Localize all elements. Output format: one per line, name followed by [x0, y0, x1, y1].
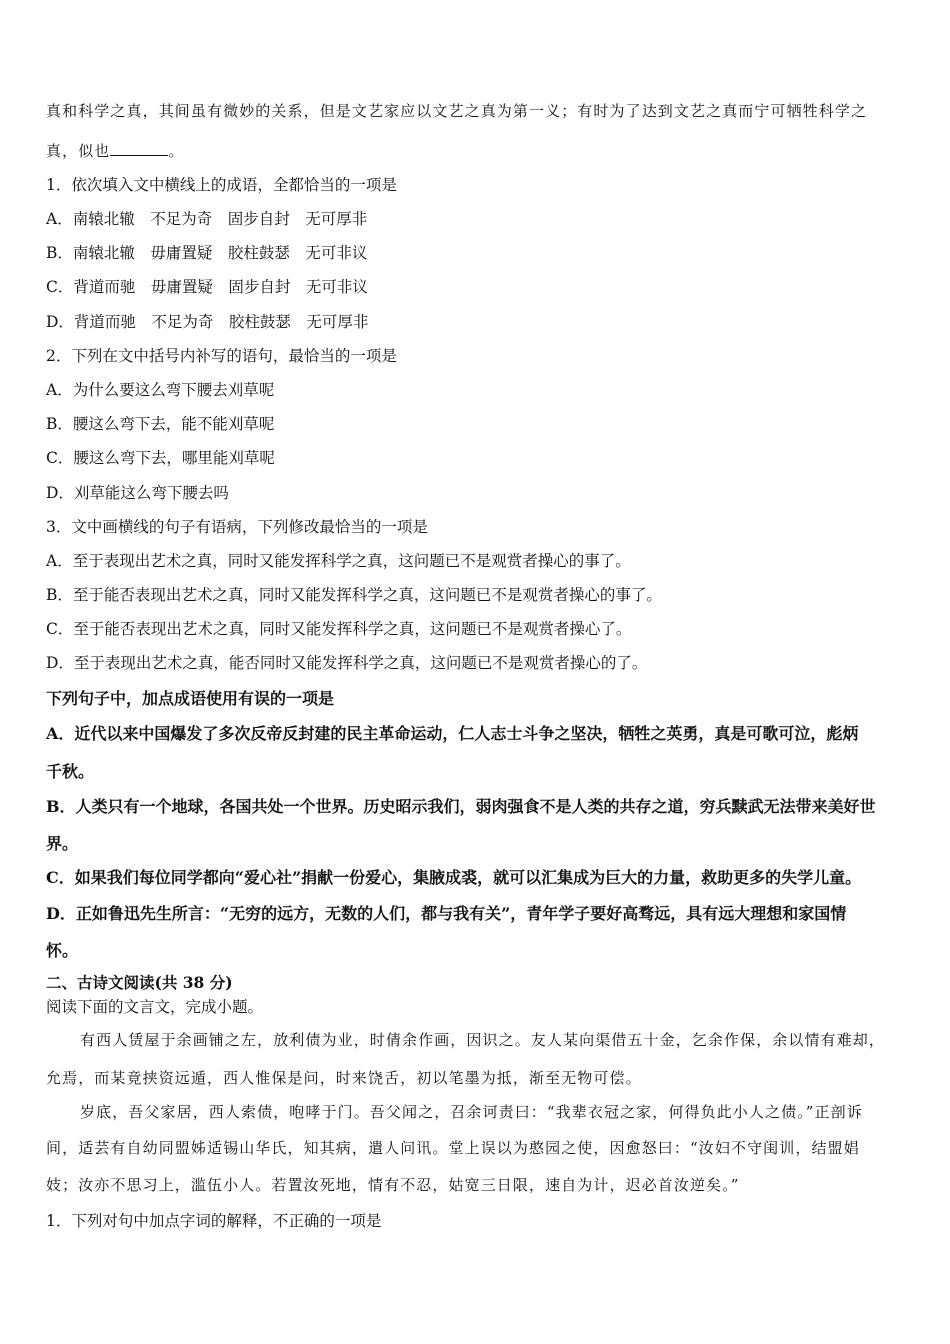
question-1-option-c: C．背道而驰 毋庸置疑 固步自封 无可非议 [46, 278, 368, 296]
fill-in-blank [110, 143, 168, 156]
question-4-option-d-line-2: 怀。 [46, 941, 79, 960]
question-1-stem: 1．依次填入文中横线上的成语，全都恰当的一项是 [46, 176, 397, 194]
section-2-instruction: 阅读下面的文言文，完成小题。 [46, 998, 264, 1016]
passage-line-2-end: 。 [168, 142, 185, 160]
question-2-option-b: B．腰这么弯下去，能不能刈草呢 [46, 415, 275, 433]
question-3-option-d: D．至于表现出艺术之真，能否同时又能发挥科学之真，这问题已不是观赏者操心的了。 [46, 654, 648, 672]
question-4-option-a-line-2: 千秋。 [46, 762, 95, 781]
question-3-option-c: C．至于能否表现出艺术之真，同时又能发挥科学之真，这问题已不是观赏者操心了。 [46, 620, 632, 638]
question-4-option-b-line-1: B．人类只有一个地球，各国共处一个世界。历史昭示我们，弱肉强食不是人类的共存之道，穷兵黩武无法带来美好世 [46, 797, 876, 816]
question-4-option-b-line-2: 界。 [46, 834, 79, 853]
section-2-heading: 二、古诗文阅读(共 38 分) [46, 973, 233, 992]
question-4-option-c: C．如果我们每位同学都向“爱心社”捐献一份爱心，集腋成裘，就可以汇集成为巨大的力量，救助更多的失学儿童。 [46, 868, 862, 887]
classical-para-1-line-2: 允焉，而某竟挟资远遁，西人惟保是问，时来饶舌，初以笔墨为抵，渐至无物可偿。 [46, 1069, 642, 1087]
question-4-stem: 下列句子中，加点成语使用有误的一项是 [46, 689, 335, 708]
question-1-option-a: A．南辕北辙 不足为奇 固步自封 无可厚非 [46, 210, 368, 228]
question-4-option-d-line-1: D．正如鲁迅先生所言：“无穷的远方，无数的人们，都与我有关”，青年学子要好高骛远，具有远大理想和家国情 [46, 904, 847, 923]
question-2-option-c: C．腰这么弯下去，哪里能刈草呢 [46, 449, 275, 467]
classical-para-2-line-3: 妓；汝亦不思习上，滥伍小人。若置汝死地，情有不忍，姑宽三日限，速自为计，迟必首汝逆矣。” [46, 1176, 740, 1194]
passage-line-2 [46, 140, 910, 161]
question-3-option-a: A．至于表现出艺术之真，同时又能发挥科学之真，这问题已不是观赏者操心的事了。 [46, 552, 631, 570]
question-4-option-a-line-1: A．近代以来中国爆发了多次反帝反封建的民主革命运动，仁人志士斗争之坚决，牺牲之英勇，真是可歌可泣，彪炳 [46, 724, 859, 743]
passage-line-1: 真和科学之真，其间虽有微妙的关系，但是文艺家应以文艺之真为第一义；有时为了达到文艺之真而宁可牺牲科学之 [46, 102, 868, 120]
question-1-option-b: B．南辕北辙 毋庸置疑 胶柱鼓瑟 无可非议 [46, 244, 368, 262]
question-3-stem: 3．文中画横线的句子有语病，下列修改最恰当的一项是 [46, 518, 428, 536]
classical-para-2-line-2: 间，适芸有自幼同盟姊适锡山华氏，知其病，遣人问讯。堂上误以为憨园之使，因愈怒曰：“汝妇不守闺训，结盟娼 [46, 1139, 860, 1157]
classical-para-1-line-1: 有西人赁屋于余画铺之左，放利债为业，时倩余作画，因识之。友人某向渠借五十金，乞余作保，余以情有难却， [80, 1031, 886, 1049]
passage-line-2-text: 真，似也 [46, 142, 111, 160]
question-1-option-d: D．背道而驰 不足为奇 胶柱鼓瑟 无可厚非 [46, 313, 369, 331]
question-2-option-d: D．刈草能这么弯下腰去吗 [46, 484, 229, 502]
question-3-option-b: B．至于能否表现出艺术之真，同时又能发挥科学之真，这问题已不是观赏者操心的事了。 [46, 586, 662, 604]
section-2-question-1-stem: 1．下列对句中加点字词的解释，不正确的一项是 [46, 1212, 382, 1230]
question-2-stem: 2．下列在文中括号内补写的语句，最恰当的一项是 [46, 347, 397, 365]
classical-para-2-line-1: 岁底，吾父家居，西人索债，咆哮于门。吾父闻之，召余诃责曰：“我辈衣冠之家，何得负此小人之债。”正剖诉 [80, 1103, 863, 1121]
question-2-option-a: A．为什么要这么弯下腰去刈草呢 [46, 381, 275, 399]
